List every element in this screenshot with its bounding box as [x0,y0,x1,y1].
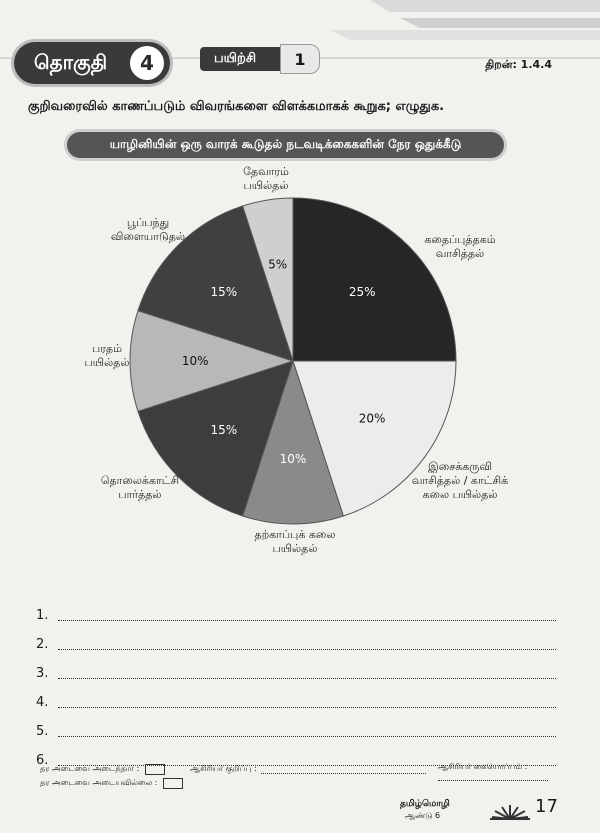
slice-category-label: தேவாரம் பயில்தல் [243,165,289,192]
answer-row [36,594,556,623]
slice-percent-label: 10% [279,451,307,466]
slice-category-label: கதைப்புத்தகம் வாசித்தல் [424,233,496,260]
answer-blank[interactable] [58,694,556,708]
grade-not-achieved-checkbox[interactable] [163,778,183,789]
page-number: 17 [535,796,558,817]
answer-number: 3. [36,666,49,681]
slice-percent-label: 25% [348,284,376,299]
unit-label: தொகுதி [34,49,108,74]
grade-not-achieved-label: தர அடைவை அடையவில்லை : [40,778,158,787]
slice-category-label: பரதம் பயில்தல் [84,342,130,369]
slice-category-label: பூப்பந்து விளையாடுதல் [110,216,186,243]
pie-slice [293,198,456,361]
answer-number: 2. [36,637,49,652]
teacher-note [190,764,426,774]
teacher-note-label: ஆசிரியர் குறிப்பு : [190,764,257,773]
slice-percent-label: 5% [268,257,288,272]
answer-row [36,681,556,710]
unit-number: 4 [130,46,164,80]
chart-title: யாழினியின் ஒரு வாரக் கூடுதல் நடவடிக்கைகளின் நேர ஒதுக்கீடு [67,132,504,158]
answer-number: 1. [36,608,49,623]
lotus-logo-icon [490,797,530,821]
answer-row [36,710,556,739]
answer-row [36,623,556,652]
answer-blank[interactable] [58,665,556,679]
slice-percent-label: 10% [181,354,209,368]
skill-code: திறன்: 1.4.4 [485,58,552,71]
grade-not-achieved [40,776,183,790]
answer-number: 5. [36,724,49,739]
slice-percent-label: 15% [210,423,238,438]
answer-blank[interactable] [58,607,556,621]
answer-number: 4. [36,695,49,710]
footer-subject: தமிழ்மொழி [400,799,450,809]
grading-area [40,762,183,790]
answer-blank[interactable] [58,723,556,737]
grade-achieved-checkbox[interactable] [145,764,165,775]
grade-achieved [40,762,183,776]
footer-year: ஆண்டு 6 [405,811,441,820]
slice-category-label: தொலைக்காட்சி பார்த்தல் [100,474,180,501]
grade-achieved-label: தர அடைவை அடைந்தார் : [40,764,140,773]
exercise-number: 1 [280,44,320,74]
slice-percent-label: 15% [210,284,238,299]
teacher-signature-blank[interactable] [438,780,548,781]
teacher-signature-label: ஆசிரியர் கையொப்பம் : [438,762,528,771]
slice-percent-label: 20% [358,411,386,426]
slice-category-label: இசைக்கருவி வாசித்தல் / காட்சிக் கலை பயில்தல் [411,460,509,501]
answer-blank[interactable] [58,636,556,650]
instruction-text: குறிவரைவில் காணப்படும் விவரங்களை விளக்கமாகக் கூறுக; எழுதுக. [28,99,445,114]
answer-number: 6. [36,753,49,768]
teacher-note-blank[interactable] [261,764,426,774]
answer-lines [36,594,556,768]
teacher-signature [438,762,548,781]
answer-row [36,652,556,681]
exercise-tab: பயிற்சி [200,47,280,71]
slice-category-label: தற்காப்புக் கலை பயில்தல் [254,528,336,555]
